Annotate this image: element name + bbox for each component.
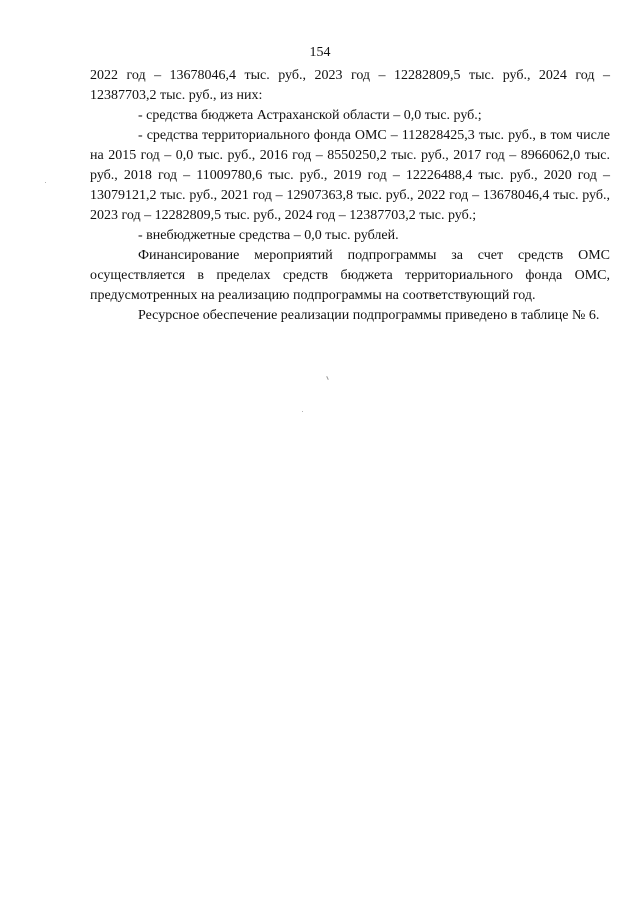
paragraph-funding-years: 2022 год – 13678046,4 тыс. руб., 2023 год – 12282809,5 тыс. руб., 2024 год – 12387703,2 тыс. руб., из них: (90, 68, 610, 103)
paragraph-oms-fund: - средства территориального фонда ОМС – 112828425,3 тыс. руб., в том числе на 2015 год – 0,0 тыс. руб., 2016 год – 8550250,2 тыс. руб., 2017 год – 8966062,0 тыс. руб., 2018 год – 11009780,6 тыс. руб., 2019 год – 12226488,4 тыс. руб., 2020 год – 13079121,2 тыс. руб., 2021 год – 12907363,8 тыс. руб., 2022 год – 13678046,4 тыс. руб., 2023 год – 12282809,5 тыс. руб., 2024 год – 12387703,2 тыс. руб.; (90, 128, 610, 223)
page-number: 154 (309, 45, 331, 60)
scan-speck (326, 376, 329, 380)
paragraph-extrabudgetary: - внебюджетные средства – 0,0 тыс. рублей. (138, 228, 399, 243)
document-body (90, 66, 610, 326)
paragraph-regional-budget: - средства бюджета Астраханской области – 0,0 тыс. руб.; (138, 108, 482, 123)
scan-speck (302, 411, 303, 412)
paragraph-financing-oms: Финансирование мероприятий подпрограммы за счет средств ОМС осуществляется в пределах средств бюджета территориального фонда ОМС, предусмотренных на реализацию подпрограммы на соответствующий год. (90, 248, 610, 303)
scan-speck (45, 182, 46, 183)
paragraph-resource-table-ref: Ресурсное обеспечение реализации подпрограммы приведено в таблице № 6. (138, 308, 600, 323)
